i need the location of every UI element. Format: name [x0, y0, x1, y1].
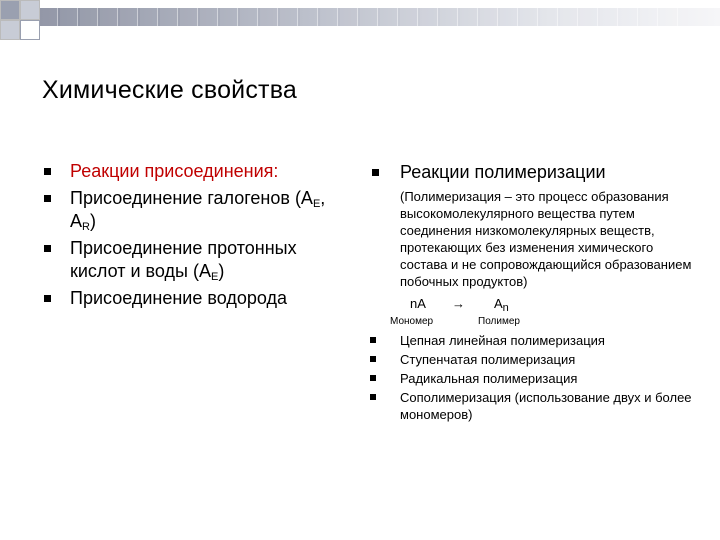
right-column: [368, 160, 708, 425]
list-item: [368, 389, 710, 423]
subscript: E: [210, 271, 219, 283]
label-polymer: Полимер: [478, 316, 520, 327]
list-item-text: Реакции присоединения:: [70, 161, 279, 181]
list-item: [42, 160, 342, 183]
subscript: n: [502, 302, 509, 314]
formula-reactant: nA: [410, 296, 426, 311]
square-bullet-icon: [44, 168, 51, 175]
slide-title: Химические свойства: [42, 76, 297, 104]
list-item-text: , A: [70, 188, 326, 231]
square-bullet-icon: [372, 169, 379, 176]
polymerization-heading: [368, 160, 708, 184]
list-item: [368, 351, 710, 368]
list-item-text: ): [218, 261, 225, 281]
decorative-bar-segments: [40, 8, 680, 26]
list-item: [42, 287, 342, 310]
square-bullet-icon: [370, 356, 376, 362]
list-item-text: Цепная линейная полимеризация: [400, 333, 605, 348]
formula-labels: [368, 316, 708, 330]
subscript: E: [312, 198, 321, 210]
decorative-square: [0, 20, 20, 40]
square-bullet-icon: [370, 375, 376, 381]
list-item-text: Ступенчатая полимеризация: [400, 352, 576, 367]
heading-text: Реакции полимеризации: [400, 162, 606, 182]
list-item-text: Радикальная полимеризация: [400, 371, 578, 386]
square-bullet-icon: [44, 245, 51, 252]
list-item-text: Присоединение протонных кислот и воды (A: [70, 238, 297, 281]
list-item-text: ): [89, 211, 96, 231]
polymerization-description: (Полимеризация – это процесс образования высокомолекулярного вещества путем соединения низкомолекулярных веществ, протекающих без изменения химического состава и не сопровождающийся образованием побочных продуктов): [400, 189, 692, 289]
decorative-square: [0, 0, 20, 20]
list-item-text: Присоединение водорода: [70, 288, 287, 308]
label-monomer: Мономер: [390, 316, 434, 327]
decorative-header-banner: [0, 0, 720, 60]
list-item: [42, 187, 342, 233]
polymerization-types-list: [368, 332, 708, 423]
square-bullet-icon: [370, 394, 376, 400]
decorative-square: [20, 20, 40, 40]
square-bullet-icon: [370, 337, 376, 343]
product-symbol: A: [494, 296, 503, 311]
formula-product: [494, 296, 509, 314]
square-bullet-icon: [44, 295, 51, 302]
decorative-square: [20, 0, 40, 20]
list-item: [368, 332, 710, 349]
list-item: [368, 370, 710, 387]
arrow-right-icon: →: [452, 296, 465, 311]
left-bullet-list: [42, 160, 342, 314]
reaction-formula: [410, 296, 708, 314]
subscript: R: [82, 221, 90, 233]
list-item: [42, 237, 342, 283]
list-item-text: Сополимеризация (использование двух и более мономеров): [400, 390, 692, 422]
list-item-text: Присоединение галогенов (A: [70, 188, 313, 208]
square-bullet-icon: [44, 195, 51, 202]
